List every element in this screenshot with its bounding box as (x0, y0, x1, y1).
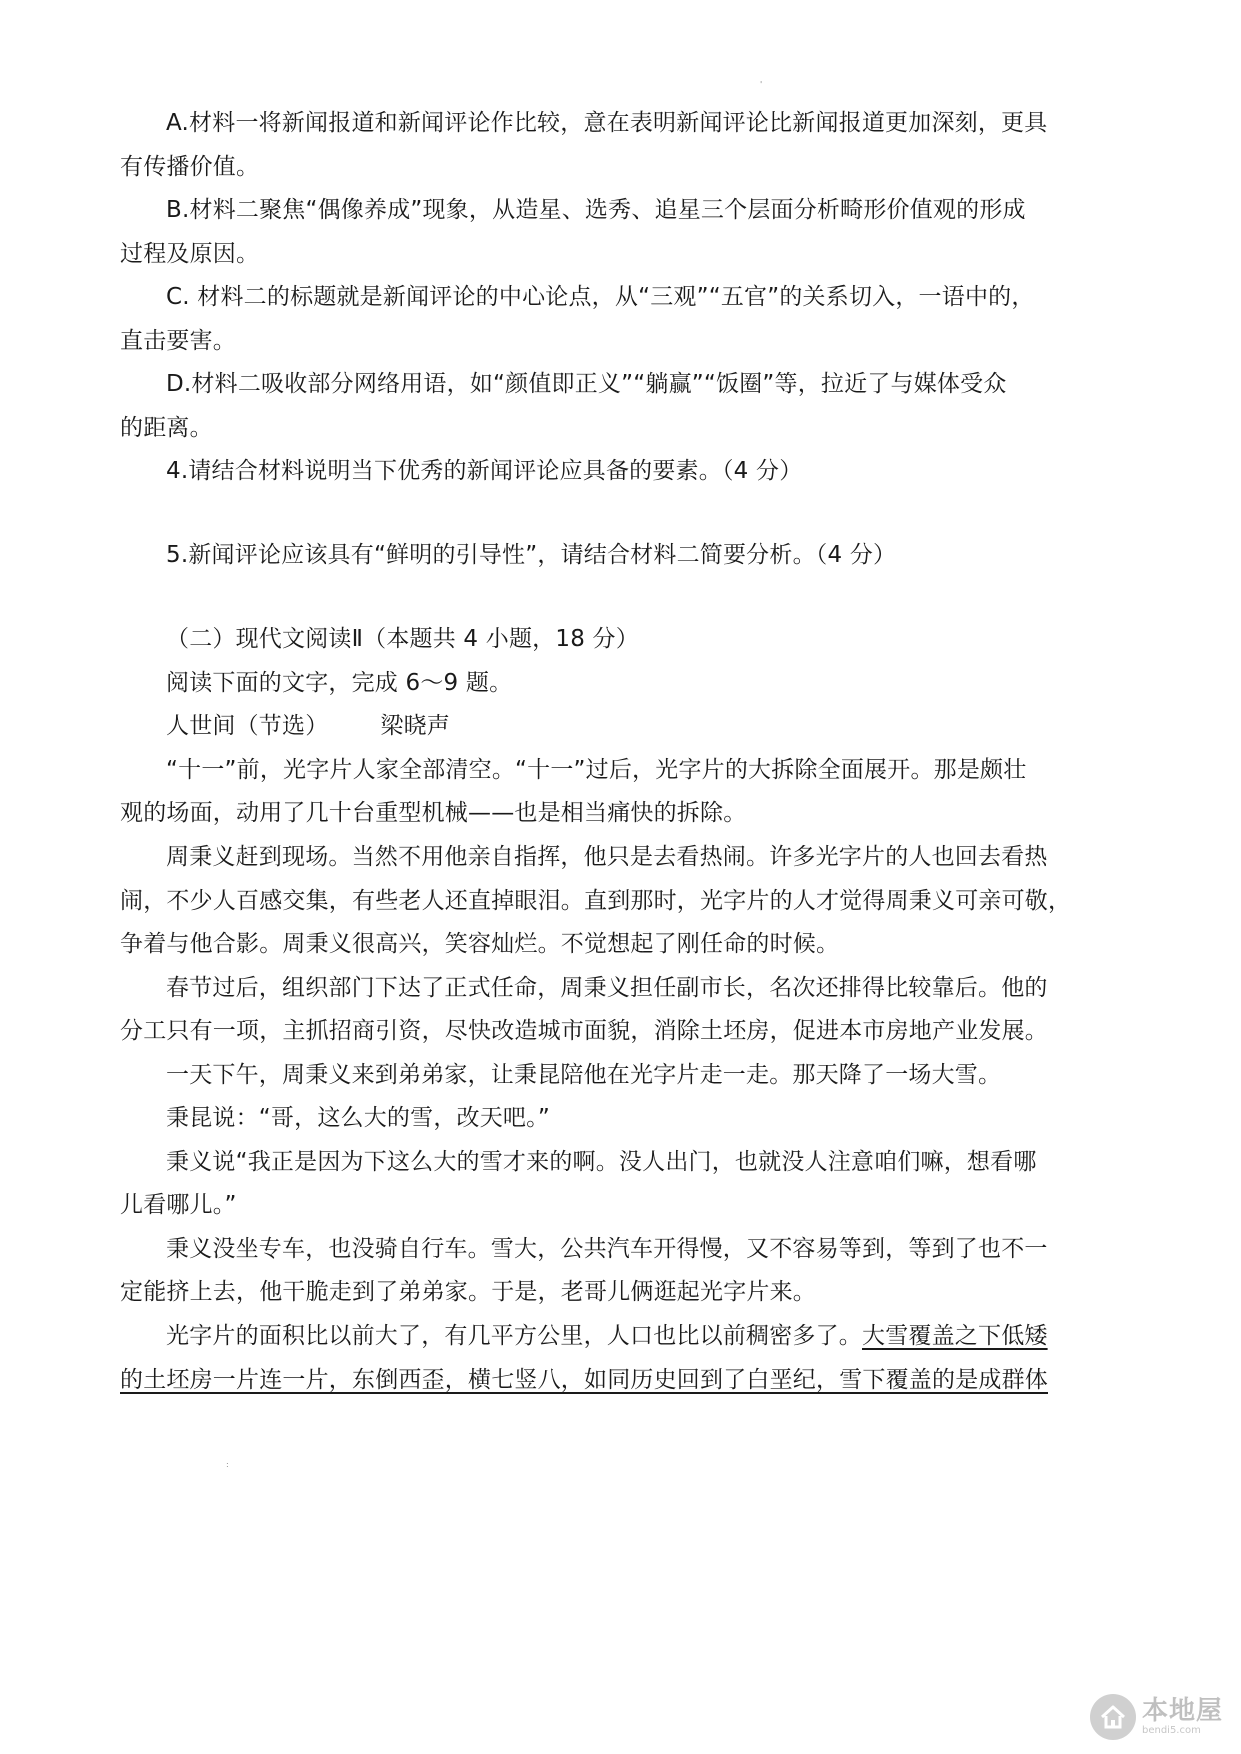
option-c-line-2: 直击要害。 (120, 328, 236, 354)
paragraph-7-line-1: 秉义没坐专车，也没骑自行车。雪大，公共汽车开得慢，又不容易等到，等到了也不一 (166, 1236, 1048, 1262)
paragraph-8-text: 光字片的面积比以前大了，有几平方公里，人口也比以前稠密多了。 (166, 1323, 862, 1349)
passage-title: 人世间（节选） (166, 713, 329, 739)
watermark-title: 本地屋 (1141, 1696, 1223, 1726)
option-d-line-2: 的距离。 (120, 415, 213, 441)
passage-title-line (166, 711, 1130, 741)
paragraph-3-line-2: 分工只有一项，主抓招商引资，尽快改造城市面貌，消除土坯房，促进本市房地产业发展。 (120, 1018, 1048, 1044)
option-c-line-1: C. 材料二的标题就是新闻评论的中心论点，从“三观”“五官”的关系切入，一语中的， (166, 284, 1035, 310)
option-a-line-2: 有传播价值。 (120, 154, 260, 180)
watermark-url: bendi5.com (1141, 1725, 1201, 1736)
top-mark: ' (760, 80, 763, 89)
reading-instruction: 阅读下面的文字，完成 6～9 题。 (166, 670, 513, 696)
bottom-mark: : (226, 1460, 229, 1469)
option-d-line-1: D.材料二吸收部分网络用语，如“颜值即正义”“躺赢”“饭圈”等，拉近了与媒体受众 (166, 371, 1007, 397)
paragraph-1-line-1: “十一”前，光字片人家全部清空。“十一”过后，光字片的大拆除全面展开。那是颇壮 (166, 757, 1027, 783)
paragraph-5: 秉昆说：“哥，这么大的雪，改天吧。” (166, 1105, 550, 1131)
paragraph-7-line-2: 定能挤上去，他干脆走到了弟弟家。于是，老哥儿俩逛起光字片来。 (120, 1279, 816, 1305)
paragraph-2-line-3: 争着与他合影。周秉义很高兴，笑容灿烂。不觉想起了刚任命的时候。 (120, 931, 840, 957)
paragraph-8-line-2-underlined: 的土坯房一片连一片，东倒西歪，横七竖八，如同历史回到了白垩纪，雪下覆盖的是成群体 (120, 1367, 1048, 1393)
paragraph-1-line-2: 观的场面，动用了几十台重型机械——也是相当痛快的拆除。 (120, 800, 747, 826)
question-4: 4.请结合材料说明当下优秀的新闻评论应具备的要素。（4 分） (166, 458, 803, 484)
house-icon (1090, 1694, 1136, 1740)
section-heading: （二）现代文阅读Ⅱ（本题共 4 小题，18 分） (166, 626, 639, 652)
underlined-text: 大雪覆盖之下低矮 (862, 1323, 1048, 1349)
option-b-line-2: 过程及原因。 (120, 241, 260, 267)
option-a-line-1: A.材料一将新闻报道和新闻评论作比较，意在表明新闻评论比新闻报道更加深刻，更具 (166, 110, 1048, 136)
paragraph-6-line-2: 儿看哪儿。” (120, 1192, 237, 1218)
option-b-line-1: B.材料二聚焦“偶像养成”现象，从造星、选秀、追星三个层面分析畸形价值观的形成 (166, 197, 1026, 223)
paragraph-3-line-1: 春节过后，组织部门下达了正式任命，周秉义担任副市长，名次还排得比较靠后。他的 (166, 975, 1048, 1001)
paragraph-6-line-1: 秉义说“我正是因为下这么大的雪才来的啊。没人出门，也就没人注意咱们嘛，想看哪 (166, 1149, 1037, 1175)
paragraph-2-line-1: 周秉义赶到现场。当然不用他亲自指挥，他只是去看热闹。许多光字片的人也回去看热 (166, 844, 1048, 870)
paragraph-2-line-2: 闹，不少人百感交集，有些老人还直掉眼泪。直到那时，光字片的人才觉得周秉义可亲可敬， (120, 888, 1072, 914)
paragraph-4: 一天下午，周秉义来到弟弟家，让秉昆陪他在光字片走一走。那天降了一场大雪。 (166, 1062, 1002, 1088)
passage-author: 梁晓声 (380, 713, 451, 739)
watermark (1090, 1694, 1223, 1740)
paragraph-8-line-1 (166, 1321, 1130, 1351)
question-5: 5.新闻评论应该具有“鲜明的引导性”，请结合材料二简要分析。（4 分） (166, 542, 897, 568)
